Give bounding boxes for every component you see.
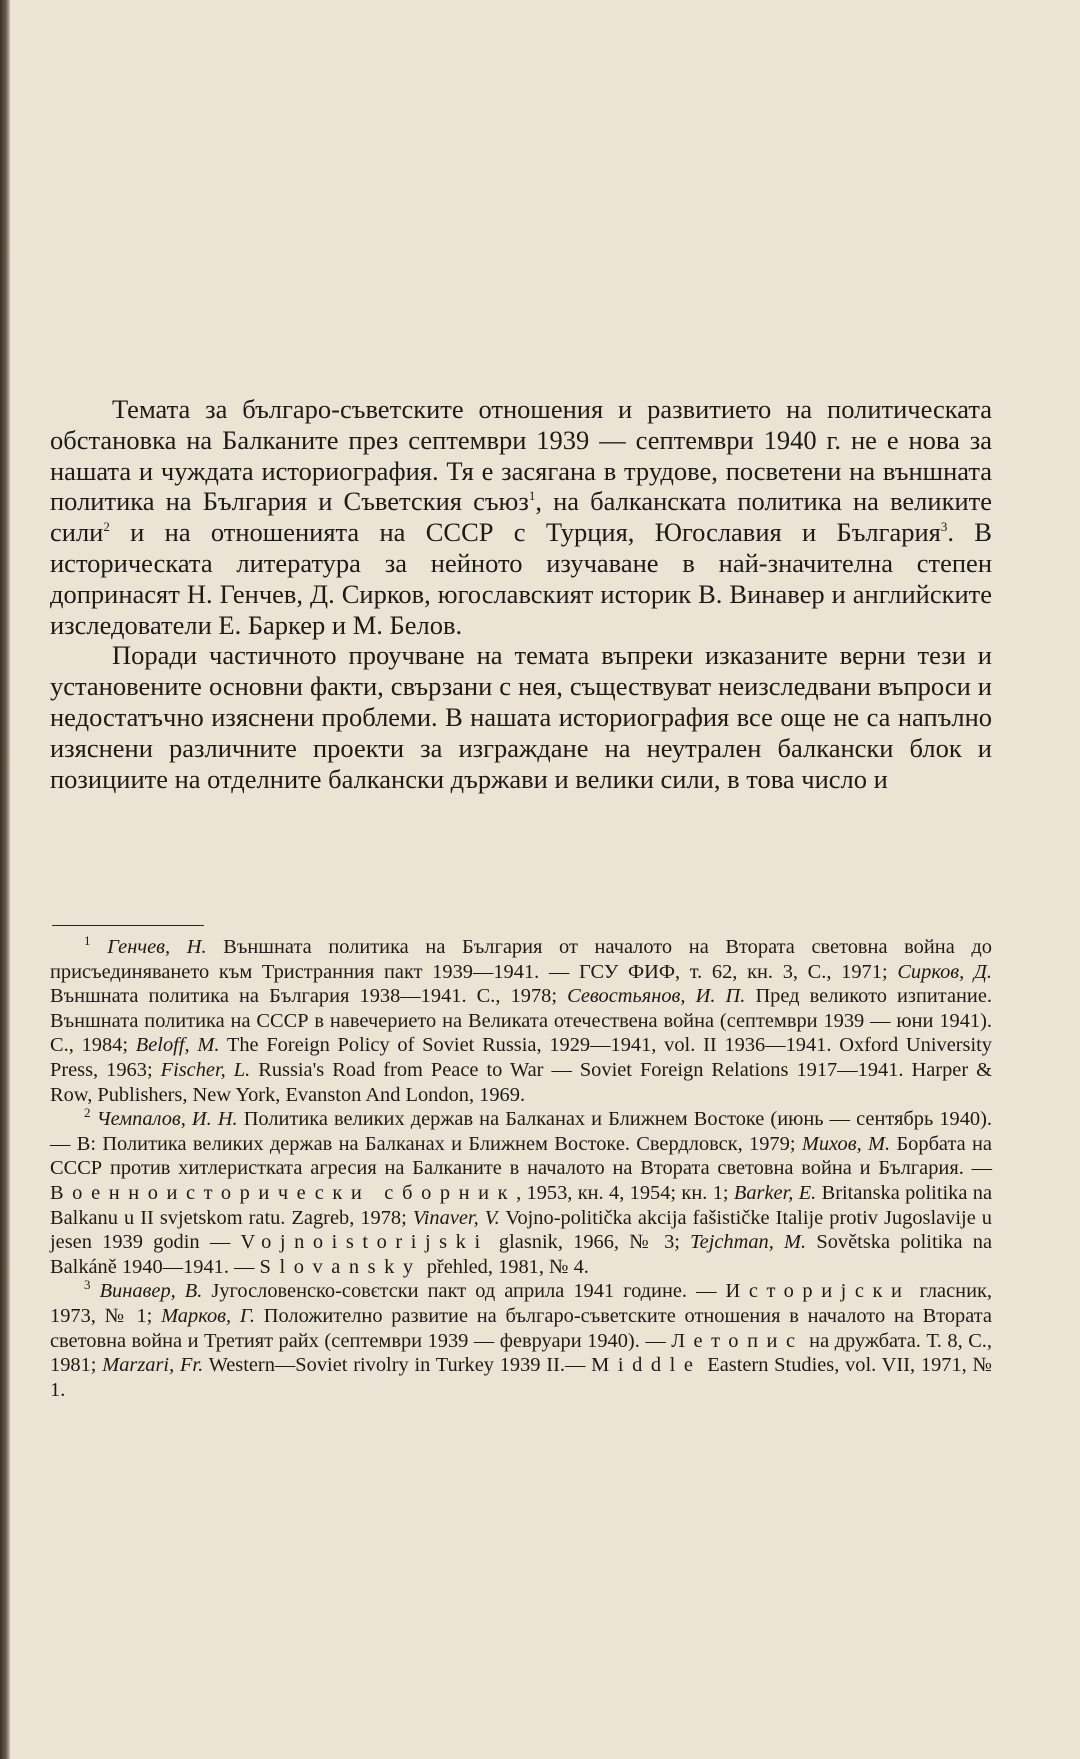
footnote-author: Beloff, M.: [135, 1034, 220, 1057]
journal-title: Middle: [591, 1354, 702, 1377]
footnote-3: $^3$ Винавер, В. Југословенско-совєтски пакт од априла 1941 године. — Историјски гласник, 1973, № 1; Марков, Г. Положително развитие на българо-съветските отношения в началото на Втората световна война и Третият райх (септември 1939 — февруари 1940). — Летопис на дружбата. Т. 8, С., 1981; Marzari, Fr. Western—Soviet rivolry in Turkey 1939 II.— Middle Eastern Studies, vol. VII, 1971, № 1.: [50, 1277, 992, 1401]
footnote-separator: [52, 925, 204, 926]
footnote-3-mark: 3: [84, 1277, 91, 1293]
footnote-author: Сирков, Д.: [897, 960, 992, 983]
footnotes: [50, 935, 992, 1402]
footnote-1-mark: 1: [84, 933, 91, 949]
footnote-ref-2: 2: [103, 519, 110, 535]
journal-title: Vojnoistorijski: [240, 1231, 489, 1254]
footnote-author: Севостьянов, И. П.: [567, 985, 746, 1008]
footnote-author: Vinaver, V.: [412, 1206, 500, 1229]
footnote-2-mark: 2: [84, 1105, 91, 1121]
footnote-author: Tejchman, M.: [690, 1231, 807, 1254]
journal-title: Летопис: [671, 1329, 804, 1352]
main-text: [50, 394, 992, 794]
footnote-1: $^1$ Генчев, Н. Външната политика на България от началото на Втората световна война до присъединяването към Тристранния пакт 1939—1941. — ГСУ ФИФ, т. 62, кн. 3, С., 1971; Сирков, Д. Външната политика на България 1938—1941. С., 1978; Севостьянов, И. П. Пред великото изпитание. Външната политика на СССР в навечерието на Великата отечествена война (септември 1939 — юни 1941). С., 1984; Beloff, M. The Foreign Policy of Soviet Russia, 1929—1941, vol. II 1936—1941. Oxford University Press, 1963; Fischer, L. Russia's Road from Peace to War — Soviet Foreign Relations 1917—1941. Harper & Row, Publishers, New York, Evanston And London, 1969.: [50, 933, 993, 1106]
journal-title: Историјски: [725, 1280, 911, 1303]
journal-title: Slovansky: [259, 1255, 422, 1278]
footnote-author: Генчев, Н.: [107, 936, 207, 958]
footnote-author: Чемпалов, И. Н.: [96, 1108, 238, 1131]
footnote-author: Fischer, L.: [160, 1058, 251, 1081]
footnote-2: $^2$ Чемпалов, И. Н. Политика великих держав на Балканах и Ближнем Востоке (июнь — сентябрь 1940). — В: Политика великих держав на Балканах и Ближнем Востоке. Свердловск, 1979; Михов, М. Борбата на СССР против хитлеристката агресия на Балканите в началото на Втората световна война и България. — Военноисторически сборник, 1953, кн. 4, 1954; кн. 1; Barker, E. Britanska politika na Balkanu u II svjetskom ratu. Zagreb, 1978; Vinaver, V. Vojno-politička akcija fašističke Italije protiv Jugoslavije u jesen 1939 godin — Vojnoistorijski glasnik, 1966, № 3; Tejchman, M. Sovětska politika na Balkáně 1940—1941. — Slovansky přehled, 1981, № 4.: [50, 1105, 993, 1278]
footnote-author: Винавер, В.: [99, 1280, 203, 1303]
footnote-ref-3: 3: [940, 519, 948, 535]
paragraph-2: Поради частичното проучване на темата въпреки изказаните верни тези и установените основни факти, свързани с нея, съществуват неизследвани въпроси и недостатъчно изяснени проблеми. В нашата историография все още не са напълно изяснени различните проекти за изграждане на неутрален балкански блок и позициите на отделните балкански държави и велики сили, в това число и: [50, 640, 992, 794]
paragraph-1: Темата за българо-съветските отношения и развитието на политическата обстановка на Балканите през септември 1939 — септември 1940 г. не е нова за нашата и чуждата историография. Тя е засягана в трудове, посветени на външната политика на България и Съветския съюз$^1$, на балканската политика на великите сили$^2$ и на отношенията на СССР с Турция, Югославия и България$^3$. В историческата литература за нейното изучаване в най-значителна степен допринасят Н. Генчев, Д. Сирков, югославският историк В. Винавер и английските изследователи Е. Баркер и М. Белов.: [50, 394, 992, 640]
journal-title: Военноисторически сборник: [50, 1181, 517, 1204]
footnote-author: Marzari, Fr.: [102, 1354, 204, 1377]
footnote-author: Марков, Г.: [161, 1304, 256, 1327]
footnote-author: Barker, E.: [733, 1181, 817, 1204]
footnote-author: Михов, М.: [801, 1132, 891, 1155]
footnote-ref-1: 1: [528, 488, 536, 504]
book-spine-edge: [0, 0, 10, 1759]
